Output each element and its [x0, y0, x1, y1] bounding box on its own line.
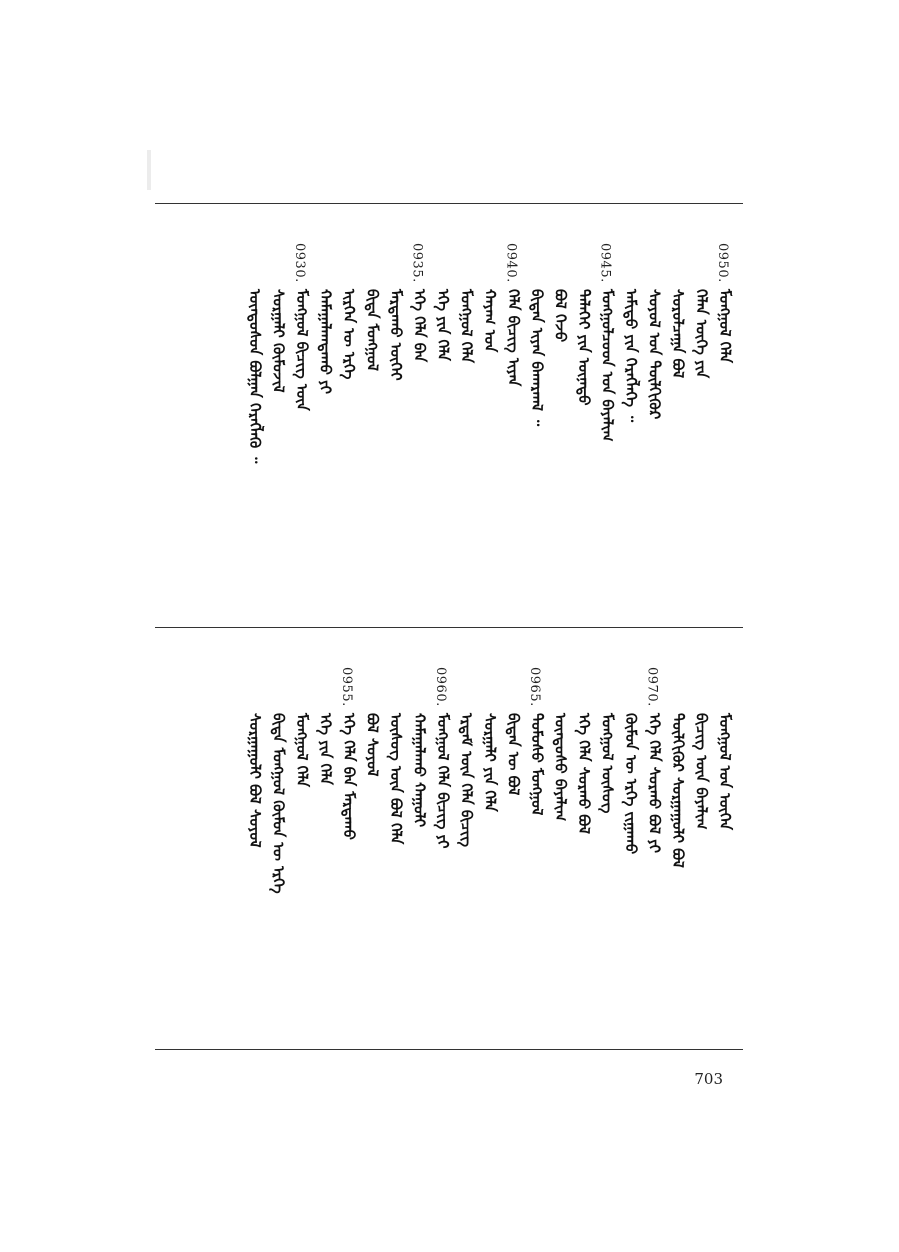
verse-line — [269, 243, 291, 603]
verse-text: ᠡᠬᠡ ᠬᠡᠯᠡ ᠪᠡᠨ ᠮᠠᠷᠲᠠᠬᠤ — [340, 713, 358, 840]
verse-text: ᠰᠤᠷᠭᠠᠯᠢ ᠬᠦᠮᠦᠵᠢᠯ — [269, 289, 288, 393]
verse-line — [480, 243, 502, 603]
verse-line — [457, 243, 479, 603]
verse-line — [527, 243, 549, 603]
verse-text: ᠮᠣᠩᠭᠣᠯ ᠤᠨ ᠦᠭᠡᠨ — [716, 713, 734, 831]
verse-number: 0970. — [644, 667, 660, 707]
top-rule — [155, 203, 743, 204]
verse-text: ᠮᠣᠩᠭᠣᠯ ᠬᠡᠯᠡ — [716, 289, 734, 364]
verse-text: ᠠᠮᠢᠳᠤ ᠶᠢᠨ ᠬᠡᠷᠡᠭᠯᠡᠭᠡ ᠃ — [622, 289, 640, 423]
verse-line — [480, 667, 502, 1017]
verse-text: ᠡᠬᠡ ᠬᠡᠯᠡ ᠰᠤᠷᠬᠤ ᠪᠣᠯ ᠶᠢ — [645, 713, 664, 854]
verse-number: 0945. — [597, 243, 613, 283]
verse-line — [363, 243, 385, 603]
verse-line — [245, 243, 267, 603]
verse-text: ᠪᠣᠯ ᠰᠣᠶᠣᠯ — [363, 713, 382, 777]
verse-text: ᠰᠣᠶᠣᠯ ᠤᠨ ᠲᠦᠯᠬᠢᠭᠦᠷ — [645, 289, 664, 420]
verse-number: 0965. — [527, 667, 542, 707]
verse-line — [621, 243, 643, 603]
verse-line — [692, 243, 714, 603]
verse-text: ᠪᠢᠳᠡ ᠮᠣᠩᠭᠣᠯ — [363, 289, 382, 372]
verse-line — [292, 243, 314, 603]
verse-line — [668, 667, 690, 1017]
verse-line — [551, 243, 573, 603]
verse-line — [598, 243, 620, 603]
verse-text: ᠬᠦᠮᠦᠨ ᠦ ᠡᠷᠬᠡ ᠵᠢᠭᠠᠬᠤ — [622, 713, 640, 855]
verse-line — [316, 667, 338, 1017]
verse-text: ᠬᠠᠶᠠᠭ ᠤᠨ — [481, 289, 499, 353]
verse-number: 0940. — [503, 243, 519, 283]
verse-line — [410, 667, 432, 1017]
verse-text: ᠦᠨᠳᠦᠰᠦᠨ ᠪᠣᠯᠭᠠᠨ ᠬᠡᠷᠡᠭᠯᠡᠬᠦ ᠃ — [246, 289, 264, 464]
verse-text: ᠳᠡᠯᠡᠬᠡᠢ ᠶᠢᠨ ᠦᠨᠡᠲᠦ — [575, 289, 593, 406]
verse-line — [269, 667, 291, 1017]
verse-number: 0950. — [715, 243, 730, 283]
verse-number: 0935. — [409, 243, 425, 283]
verse-line — [386, 243, 408, 603]
verse-section-2 — [155, 667, 743, 1017]
verse-line — [433, 667, 455, 1017]
verse-line — [339, 243, 361, 603]
verse-text: ᠡᠷᠳᠡᠮ ᠦᠨ ᠬᠡᠯᠡ ᠪᠢᠴᠢᠭ — [457, 713, 476, 848]
verse-section-1 — [155, 243, 743, 603]
verse-text: ᠡᠬᠡ ᠬᠡᠯᠡ ᠪᠡᠨ — [410, 289, 429, 363]
verse-text: ᠦᠨᠳᠦᠰᠦ ᠪᠠᠶᠠᠯᠢᠭ — [551, 713, 570, 822]
verse-text: ᠮᠣᠩᠭᠣᠯ ᠪᠢᠴᠢᠭ ᠦᠨ — [293, 289, 311, 411]
verse-line — [551, 667, 573, 1017]
bottom-rule — [155, 1049, 743, 1050]
verse-text: ᠡᠬᠡ ᠬᠡᠯᠡ ᠰᠤᠷᠬᠤ ᠪᠣᠯ — [575, 713, 593, 835]
verse-text: ᠮᠣᠩᠭᠣᠯ ᠬᠡᠯᠡ — [293, 713, 311, 788]
verse-line — [598, 667, 620, 1017]
verse-text: ᠡᠬᠡ ᠶᠢᠨ ᠬᠡᠯᠡ — [316, 713, 335, 785]
verse-text: ᠮᠣᠩᠭᠣᠯ ᠬᠡᠯᠡ ᠪᠢᠴᠢᠭ ᠶᠢ — [434, 713, 452, 849]
verse-line — [386, 667, 408, 1017]
verse-text: ᠡᠬᠡ ᠶᠢᠨ ᠬᠡᠯᠡ — [434, 289, 452, 361]
verse-number: 0930. — [292, 243, 307, 283]
verse-text: ᠪᠢᠳᠡ ᠮᠣᠩᠭᠣᠯ ᠬᠦᠮᠦᠨ ᠦ ᠡᠷᠬᠡ — [269, 713, 288, 894]
verse-text: ᠪᠢᠴᠢᠭ ᠦᠨ ᠪᠠᠶᠠᠯᠢᠭ — [692, 713, 711, 830]
verse-text: ᠰᠤᠷᠭᠠᠭᠤᠯᠢ ᠪᠣᠯ ᠰᠣᠶᠣᠯ — [246, 713, 264, 848]
verse-text: ᠪᠢᠳᠡᠨ ᠢᠶᠡᠨ ᠪᠠᠬᠠᠷᠬᠠᠯ ᠃ — [528, 289, 546, 427]
verse-text: ᠰᠤᠷᠭᠠᠯᠢ ᠶᠢᠨ ᠬᠡᠯᠡ — [481, 713, 499, 812]
verse-text: ᠬᠠᠮᠠᠭᠠᠯᠠᠬᠤ ᠬᠠᠭᠤᠯᠢ — [410, 713, 429, 828]
verse-text: ᠦᠰᠦᠭ ᠦᠨ ᠪᠣᠯ ᠬᠡᠯᠡ — [387, 713, 405, 845]
verse-line — [574, 667, 596, 1017]
scan-artifact — [147, 150, 151, 190]
verse-text: ᠬᠡᠯᠡᠨ ᠦᠭᠡ ᠶᠢᠨ — [692, 289, 711, 379]
verse-number: 0960. — [433, 667, 448, 707]
verse-line — [645, 243, 667, 603]
verse-text: ᠪᠣᠯ ᠭᠡᠵᠦ — [551, 289, 570, 343]
verse-text: ᠬᠠᠮᠠᠭᠠᠯᠠᠭᠳᠠᠬᠤ ᠶᠢ — [316, 289, 335, 394]
verse-line — [527, 667, 549, 1017]
verse-text: ᠰᠤᠷᠤᠯᠴᠠᠭᠠ ᠪᠣᠯ — [669, 289, 687, 379]
verse-text: ᠮᠠᠷᠲᠠᠬᠤ ᠦᠭᠡᠢ — [387, 289, 405, 381]
verse-text: ᠢᠷᠭᠡᠨ ᠦ ᠡᠷᠬᠡ — [340, 289, 358, 380]
verse-line — [715, 667, 737, 1017]
verse-line — [645, 667, 667, 1017]
verse-line — [668, 243, 690, 603]
middle-rule — [155, 627, 743, 628]
verse-line — [504, 243, 526, 603]
page-number: 703 — [694, 1070, 723, 1088]
verse-line — [457, 667, 479, 1017]
verse-line — [574, 243, 596, 603]
verse-text: ᠲᠦᠯᠬᠢᠭᠦᠷ ᠰᠤᠷᠭᠠᠭᠤᠯᠢ ᠪᠣᠯ — [669, 713, 687, 868]
verse-text: ᠮᠣᠩᠭᠣᠯ ᠬᠡᠯᠡ — [457, 289, 476, 364]
verse-line — [504, 667, 526, 1017]
verse-line — [363, 667, 385, 1017]
verse-text: ᠪᠢᠳᠡᠨ ᠦ ᠪᠣᠯ — [504, 713, 523, 796]
verse-line — [245, 667, 267, 1017]
verse-line — [692, 667, 714, 1017]
verse-line — [339, 667, 361, 1017]
verse-text: ᠬᠡᠯᠡ ᠪᠢᠴᠢᠭ ᠢᠶᠡᠨ — [504, 289, 523, 387]
verse-line — [715, 243, 737, 603]
verse-line — [433, 243, 455, 603]
verse-line — [292, 667, 314, 1017]
verse-text: ᠮᠣᠩᠭᠣᠯ ᠦᠰᠦᠭ — [598, 713, 617, 814]
verse-line — [410, 243, 432, 603]
verse-text: ᠮᠣᠩᠭᠣᠯᠴᠤᠳ ᠤᠨ ᠪᠠᠶᠠᠯᠢᠭ — [598, 289, 617, 442]
verse-line — [621, 667, 643, 1017]
verse-number: 0955. — [339, 667, 354, 707]
verse-line — [316, 243, 338, 603]
verse-text: ᠲᠤᠮᠤᠰᠤ ᠮᠣᠩᠭᠣᠯ — [528, 713, 546, 816]
